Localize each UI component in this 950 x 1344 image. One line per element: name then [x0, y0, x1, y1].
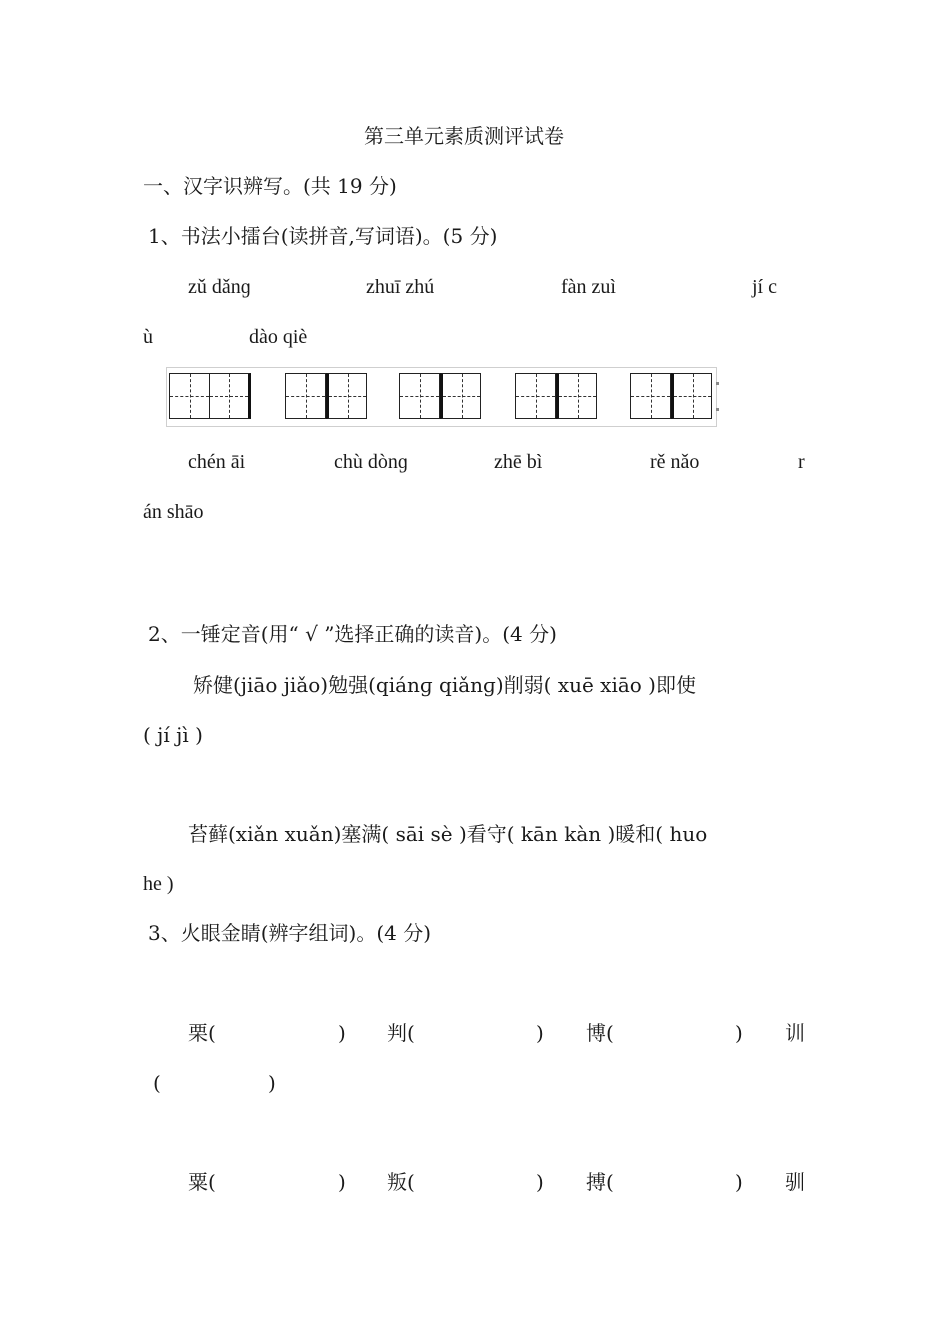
- q2-line-1: 矫健(jiāo jiǎo)勉强(qiánɡ qiǎnɡ)削弱( xuē xiāo )即使: [193, 673, 696, 697]
- q3-row1-pan-close: ): [536, 1021, 544, 1045]
- pinyin-renao: rě nǎo: [650, 451, 700, 473]
- word-box-4[interactable]: [515, 373, 597, 419]
- character-writing-grid: [166, 367, 717, 427]
- char-cell[interactable]: [169, 373, 210, 419]
- q3-row1b-open: (: [153, 1071, 161, 1095]
- pinyin-jicu-part1: jí c: [752, 276, 777, 298]
- word-box-2[interactable]: [285, 373, 367, 419]
- word-box-3[interactable]: [399, 373, 481, 419]
- pinyin-ranshao-part1: r: [798, 451, 805, 473]
- char-cell[interactable]: [399, 373, 440, 419]
- char-cell[interactable]: [515, 373, 556, 419]
- char-cell[interactable]: [285, 373, 326, 419]
- pinyin-daoqie: dào qiè: [249, 326, 308, 348]
- q3-row1b-close: ): [268, 1071, 276, 1095]
- char-cell[interactable]: [440, 373, 481, 419]
- question-2-heading: 2、一锤定音(用“ √ ”选择正确的读音)。(4 分): [148, 622, 557, 646]
- pinyin-chenai: chén āi: [188, 451, 246, 473]
- word-box-1[interactable]: [169, 373, 251, 419]
- char-cell[interactable]: [630, 373, 671, 419]
- q3-row1-xun: 训: [785, 1021, 805, 1045]
- pinyin-jicu-part2: ù: [143, 326, 153, 348]
- pinyin-zhebi: zhē bì: [494, 451, 543, 473]
- question-3-heading: 3、火眼金睛(辨字组词)。(4 分): [148, 921, 432, 945]
- pinyin-zhuizhu: zhuī zhú: [366, 276, 435, 298]
- char-cell[interactable]: [326, 373, 367, 419]
- q3-row2-su: 粟(: [188, 1170, 216, 1194]
- pinyin-ranshao-part2: án shāo: [143, 501, 204, 523]
- q3-row1-pan: 判(: [387, 1021, 415, 1045]
- q2-line-2: 苔藓(xiǎn xuǎn)塞满( sāi sè )看守( kān kàn )暖和( huo: [188, 822, 708, 846]
- q2-line-2-cont: he ): [143, 873, 174, 895]
- q3-row2-bo: 搏(: [586, 1170, 614, 1194]
- pinyin-zudang: zǔ dǎnɡ: [188, 276, 251, 298]
- q3-row1-bo: 博(: [586, 1021, 614, 1045]
- char-cell[interactable]: [556, 373, 597, 419]
- q3-row2-xun: 驯: [785, 1170, 805, 1194]
- q3-row1-li-close: ): [338, 1021, 346, 1045]
- q2-line-1-cont: ( jí jì ): [143, 723, 203, 747]
- q3-row1-li: 栗(: [188, 1021, 216, 1045]
- margin-mark: [716, 408, 719, 411]
- pinyin-chudong: chù dònɡ: [334, 451, 408, 473]
- page-title: 第三单元素质测评试卷: [364, 124, 564, 148]
- q3-row2-pan-close: ): [536, 1170, 544, 1194]
- q3-row2-pan: 叛(: [387, 1170, 415, 1194]
- pinyin-fanzui: fàn zuì: [561, 276, 616, 298]
- q3-row2-su-close: ): [338, 1170, 346, 1194]
- q3-row1-bo-close: ): [735, 1021, 743, 1045]
- section-heading: 一、汉字识辨写。(共 19 分): [143, 174, 397, 198]
- char-cell[interactable]: [210, 373, 251, 419]
- question-1-heading: 1、书法小擂台(读拼音,写词语)。(5 分): [148, 224, 498, 248]
- margin-mark: [716, 382, 719, 385]
- q3-row2-bo-close: ): [735, 1170, 743, 1194]
- word-box-5[interactable]: [630, 373, 712, 419]
- char-cell[interactable]: [671, 373, 712, 419]
